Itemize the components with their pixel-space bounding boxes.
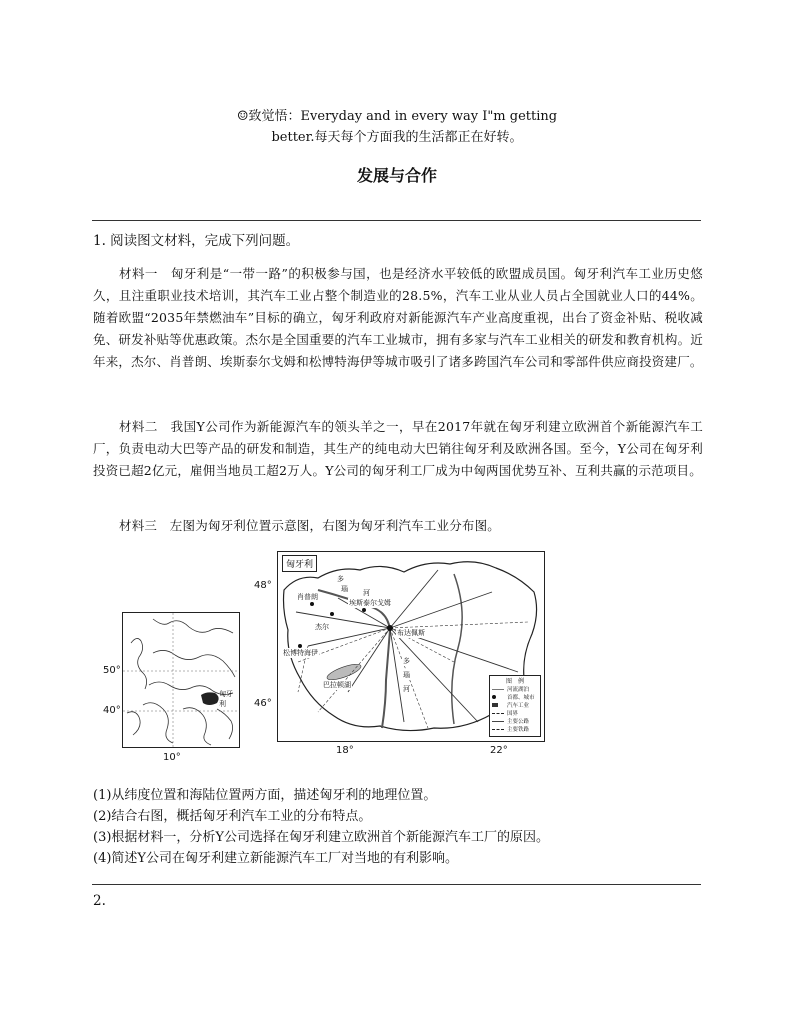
question-2-number: 2. bbox=[93, 893, 106, 909]
river-char-4: 多 bbox=[403, 657, 410, 665]
lake-balaton-label: 巴拉顿湖 bbox=[323, 681, 351, 689]
europe-outline-map bbox=[123, 613, 239, 747]
subquestion-1: (1)从纬度位置和海陆位置两方面，描述匈牙利的地理位置。 bbox=[93, 788, 437, 803]
subquestion-3: (3)根据材料一，分析Y公司选择在匈牙利建立欧洲首个新能源汽车工厂的原因。 bbox=[93, 830, 549, 845]
river-char-3: 河 bbox=[363, 589, 370, 597]
city-sopron: 肖普朗 bbox=[297, 593, 318, 601]
subquestion-2: (2)结合右图，概括匈牙利汽车工业的分布特点。 bbox=[93, 809, 372, 824]
city-gyor: 杰尔 bbox=[315, 623, 329, 631]
city-esztergom: 埃斯泰尔戈姆 bbox=[349, 599, 391, 607]
motto-line-1: ☺致觉悟：Everyday and in every way I"m getting bbox=[236, 109, 558, 124]
map-title: 匈牙利 bbox=[282, 555, 317, 572]
legend-item: 主要公路 bbox=[490, 717, 540, 725]
legend-item: 首都、城市 bbox=[490, 693, 540, 701]
lat-label-48: 48° bbox=[254, 580, 272, 591]
material-3: 材料三 左图为匈牙利位置示意图，右图为匈牙利汽车工业分布图。 bbox=[119, 518, 501, 533]
lon-label-10: 10° bbox=[163, 752, 181, 763]
left-map-frame bbox=[122, 612, 240, 748]
city-budapest: 布达佩斯 bbox=[397, 629, 425, 637]
lon-label-22: 22° bbox=[490, 745, 508, 756]
river-char-2: 瑙 bbox=[341, 585, 348, 593]
material-2: 材料二 我国Y公司作为新能源汽车的领头羊之一，早在2017年就在匈牙利建立欧洲首个新能源汽车工厂，负责电动大巴等产品的研发和制造，其生产的纯电动大巴销往匈牙利及欧洲各国。至今，Y公司在匈牙利投资已超2亿元，雇佣当地员工超2万人。Y公司的匈牙利工厂成为中匈两国优势互补、互利共赢的示范项目。 bbox=[93, 419, 703, 478]
lon-label-18: 18° bbox=[336, 745, 354, 756]
hungary-label: 匈牙利 bbox=[219, 690, 233, 708]
subquestion-4: (4)简述Y公司在匈牙利建立新能源汽车工厂对当地的有利影响。 bbox=[93, 851, 458, 866]
motto-line-2: better.每天每个方面我的生活都正在好转。 bbox=[271, 130, 523, 145]
legend-item: 汽车工业 bbox=[490, 701, 540, 709]
legend-item: 主要铁路 bbox=[490, 725, 540, 733]
legend-title: 图 例 bbox=[505, 678, 524, 685]
material-1: 材料一 匈牙利是“一带一路”的积极参与国，也是经济水平较低的欧盟成员国。匈牙利汽车工业历史悠久，且注重职业技术培训，其汽车工业占整个制造业的28.5%，汽车工业从业人员占全国就业人口的44%。随着欧盟“2035年禁燃油车”目标的确立，匈牙利政府对新能源汽车产业高度重视，出台了资金补贴、税收减免、研发补贴等优惠政策。杰尔是全国重要的汽车工业城市，拥有多家与汽车工业相关的研发和教育机构。近年来，杰尔、肖普朗、埃斯泰尔戈姆和松博特海伊等城市吸引了诸多跨国汽车公司和零部件供应商投资建厂。 bbox=[93, 266, 703, 369]
motto bbox=[0, 106, 794, 148]
legend-item: 国界 bbox=[490, 709, 540, 717]
river-char-6: 河 bbox=[403, 685, 410, 693]
tisza-river bbox=[452, 574, 462, 724]
city-szombathely: 松博特海伊 bbox=[283, 649, 318, 657]
map-legend bbox=[489, 675, 541, 737]
lat-label-50: 50° bbox=[103, 665, 121, 676]
page-title: 发展与合作 bbox=[356, 166, 437, 185]
lat-label-46: 46° bbox=[254, 698, 272, 709]
legend-item: 河流湖泊 bbox=[490, 685, 540, 693]
river-char-5: 瑙 bbox=[403, 671, 410, 679]
lat-label-40: 40° bbox=[103, 705, 121, 716]
divider-top bbox=[92, 220, 701, 221]
divider-bottom bbox=[92, 884, 701, 885]
question-1-stem: 1. 阅读图文材料，完成下列问题。 bbox=[93, 233, 300, 249]
river-char-1: 多 bbox=[337, 575, 344, 583]
hungary-shape bbox=[201, 692, 219, 705]
danube-river bbox=[318, 590, 390, 728]
right-map-frame bbox=[277, 551, 545, 742]
